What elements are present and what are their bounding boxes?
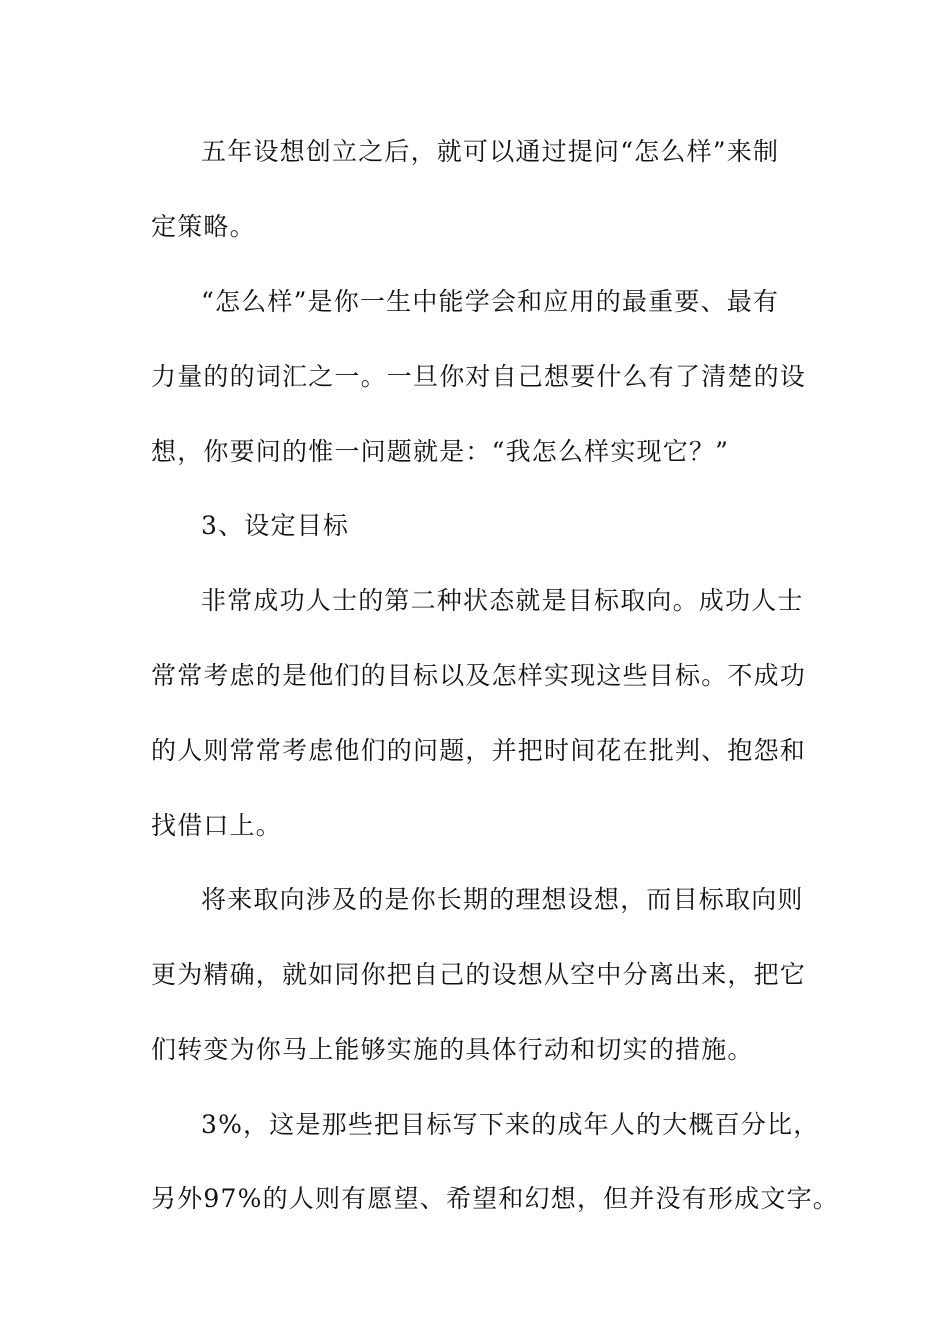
paragraph-5-line-2: 另外97%的人则有愿望、希望和幻想，但并没有形成文字。 xyxy=(151,1184,839,1213)
paragraph-2-line-1: “怎么样”是你一生中能学会和应用的最重要、最有 xyxy=(201,287,780,316)
paragraph-4-line-1: 将来取向涉及的是你长期的理想设想，而目标取向则 xyxy=(201,885,804,914)
paragraph-3-line-3: 的人则常常考虑他们的问题，并把时间花在批判、抱怨和 xyxy=(151,736,807,765)
paragraph-1-line-1: 五年设想创立之后，就可以通过提问“怎么样”来制 xyxy=(201,137,780,166)
paragraph-3-line-4: 找借口上。 xyxy=(151,811,283,840)
section-heading: 3、设定目标 xyxy=(201,511,350,540)
paragraph-4-line-2: 更为精确，就如同你把自己的设想从空中分离出来，把它 xyxy=(151,960,807,989)
paragraph-5-line-1: 3%，这是那些把目标写下来的成年人的大概百分比， xyxy=(201,1110,820,1139)
paragraph-3-line-2: 常常考虑的是他们的目标以及怎样实现这些目标。不成功 xyxy=(151,661,807,690)
paragraph-2-line-3: 想，你要问的惟一问题就是：“我怎么样实现它？” xyxy=(151,437,730,466)
paragraph-1-line-2: 定策略。 xyxy=(151,212,256,241)
paragraph-4-line-3: 们转变为你马上能够实施的具体行动和切实的措施。 xyxy=(151,1035,754,1064)
paragraph-2-line-2: 力量的的词汇之一。一旦你对自己想要什么有了清楚的设 xyxy=(151,362,807,391)
paragraph-3-line-1: 非常成功人士的第二种状态就是目标取向。成功人士 xyxy=(201,586,804,615)
